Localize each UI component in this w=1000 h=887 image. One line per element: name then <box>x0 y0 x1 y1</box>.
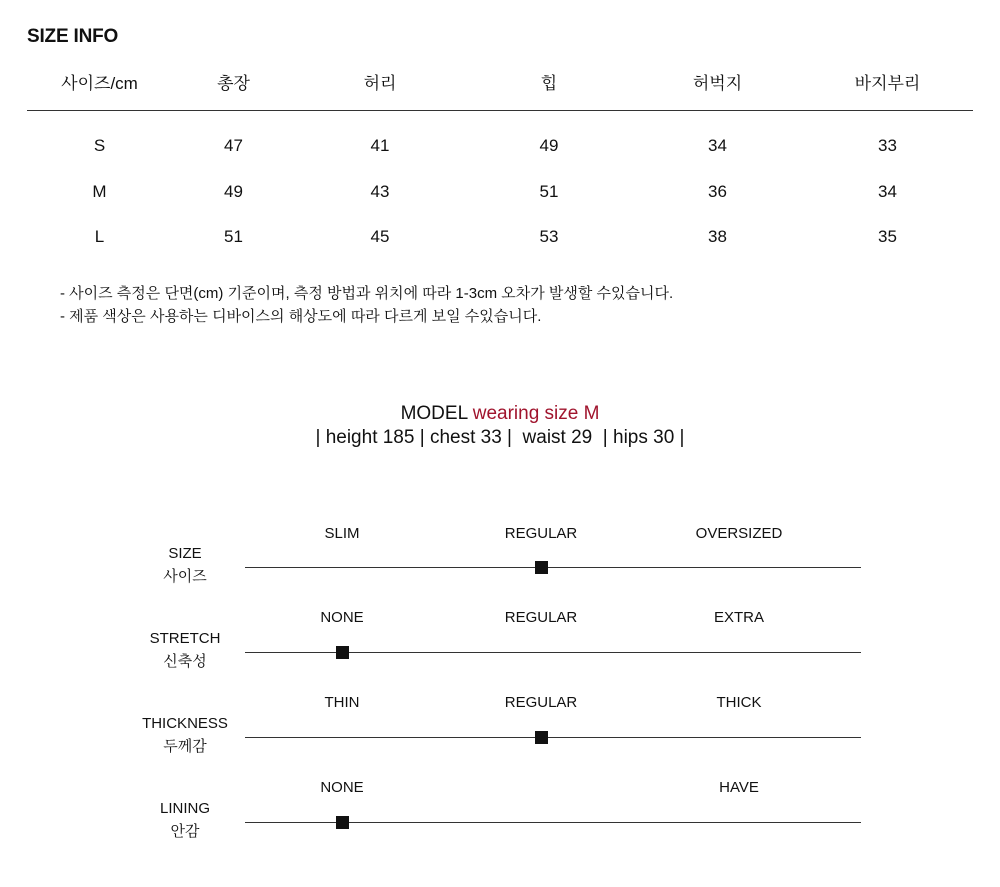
table-row <box>27 214 973 260</box>
scale-label-en: STRETCH <box>149 630 221 647</box>
scale-label-en: SIZE <box>168 545 202 562</box>
scale-label-ko: 신축성 <box>163 653 207 670</box>
model-wearing-size: wearing size M <box>472 403 600 424</box>
table-cell: 49 <box>224 181 243 201</box>
note-line: - 사이즈 측정은 단면(cm) 기준이며, 측정 방법과 위치에 따라 1-3cm 오차가 발생할 수있습니다. <box>60 285 674 302</box>
fit-scale-thickness <box>0 694 1000 779</box>
scale-label-ko: 안감 <box>170 823 200 840</box>
scale-marker <box>535 731 548 744</box>
column-header: 힙 <box>540 74 558 93</box>
table-cell: 53 <box>539 227 559 246</box>
table-cell: 38 <box>708 227 727 246</box>
section-title: SIZE INFO <box>27 26 119 47</box>
column-header: 허벅지 <box>692 74 743 93</box>
scale-track <box>245 567 861 568</box>
note-line: - 제품 색상은 사용하는 디바이스의 해상도에 따라 다르게 보일 수있습니다. <box>60 308 542 325</box>
model-heading <box>0 402 1000 425</box>
scale-option: REGULAR <box>504 694 578 711</box>
fit-scale-stretch <box>0 609 1000 694</box>
table-cell: 45 <box>370 227 390 246</box>
table-cell: 35 <box>878 227 897 246</box>
model-prefix: MODEL <box>400 403 468 424</box>
table-cell: M <box>92 181 107 201</box>
measurement-notes <box>60 282 673 328</box>
scale-option: EXTRA <box>713 609 764 626</box>
column-header: 바지부리 <box>854 74 921 93</box>
table-cell: 51 <box>539 181 559 201</box>
table-cell: 41 <box>370 136 390 155</box>
column-header: 사이즈/cm <box>61 74 138 93</box>
scale-label <box>110 797 260 843</box>
table-cell: 36 <box>708 181 727 201</box>
scale-option: THIN <box>324 694 360 711</box>
table-cell: L <box>94 227 105 246</box>
scale-option: REGULAR <box>504 525 578 542</box>
table-row <box>27 123 973 169</box>
scale-track <box>245 737 861 738</box>
model-info <box>0 402 1000 451</box>
scale-marker <box>336 816 349 829</box>
table-body <box>27 111 973 260</box>
table-cell: 43 <box>370 181 390 201</box>
scale-label-en: THICKNESS <box>142 715 228 732</box>
fit-scale-lining <box>0 779 1000 864</box>
scale-option: OVERSIZED <box>695 525 783 542</box>
table-header-row <box>27 65 973 103</box>
table-cell: 33 <box>878 136 897 155</box>
table-cell: 51 <box>224 227 243 246</box>
scale-option: NONE <box>320 609 364 626</box>
scale-label <box>110 712 260 758</box>
scale-label <box>110 627 260 673</box>
scale-option: HAVE <box>719 779 759 796</box>
scale-label-en: LINING <box>159 800 210 817</box>
scale-option: NONE <box>320 779 364 796</box>
scale-marker <box>336 646 349 659</box>
scale-label <box>110 542 260 588</box>
table-cell: 47 <box>224 136 243 155</box>
table-cell: 34 <box>708 136 727 155</box>
scale-option: THICK <box>716 694 762 711</box>
scale-option: SLIM <box>324 525 360 542</box>
scale-label-ko: 사이즈 <box>163 568 207 585</box>
table-cell: 49 <box>539 136 559 155</box>
column-header: 허리 <box>363 74 397 93</box>
table-row <box>27 169 973 215</box>
size-table <box>27 65 973 260</box>
table-cell: S <box>93 136 106 155</box>
scale-label-ko: 두께감 <box>163 738 207 755</box>
table-cell: 34 <box>878 181 897 201</box>
model-stats: | height 185 | chest 33 | waist 29 | hips 30 | <box>315 427 685 448</box>
column-header: 총장 <box>217 74 250 93</box>
scale-marker <box>535 561 548 574</box>
fit-scale-size <box>0 525 1000 610</box>
scale-option: REGULAR <box>504 609 578 626</box>
